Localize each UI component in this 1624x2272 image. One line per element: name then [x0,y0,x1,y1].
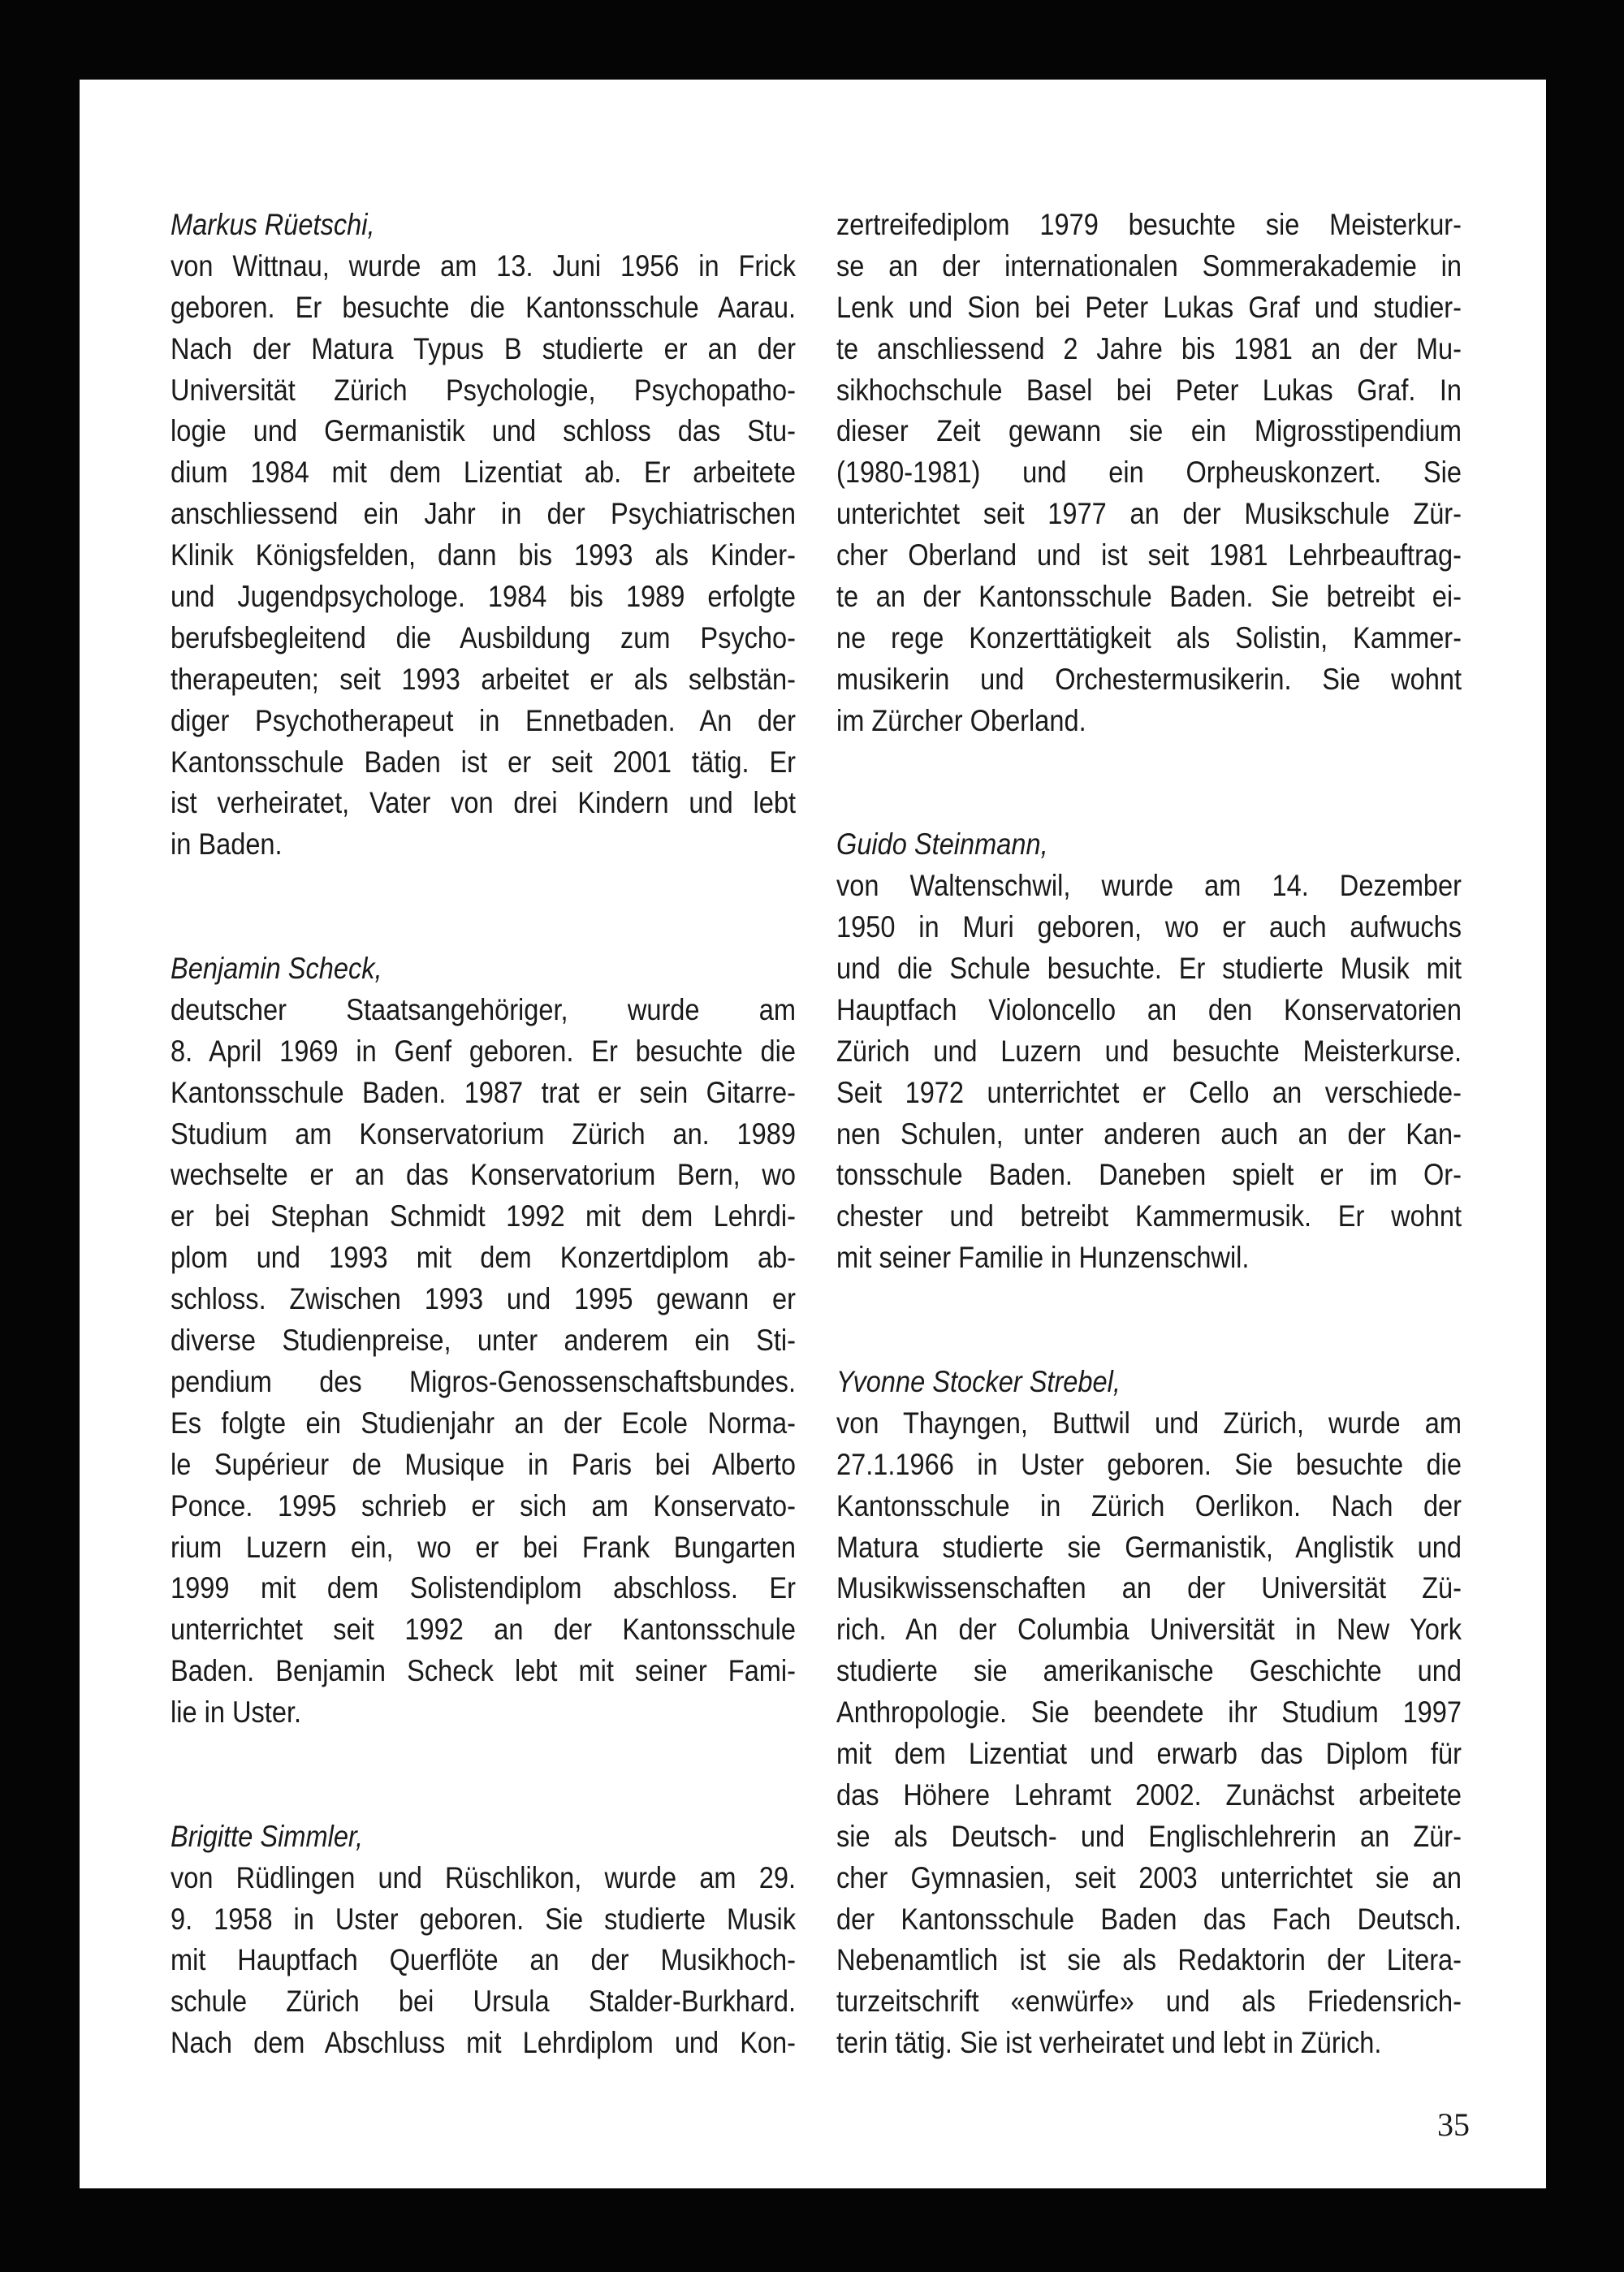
bio-text-line [836,411,1462,452]
bio-text-line [836,1899,1462,1941]
bio-text-line [836,329,1462,370]
line-text: Studium am Konservatorium Zürich an. 1989 [171,1117,796,1151]
bio-text-line [171,1155,796,1196]
line-text: Nebenamtlich ist sie als Redaktorin der Litera- [836,1943,1462,1977]
line-text: von Waltenschwil, wurde am 14. Dezember [836,869,1462,903]
line-text: Musikwissenschaften an der Universität Zü- [836,1571,1462,1605]
bio-text-line [836,452,1462,494]
line-text: geboren. Er besuchte die Kantonsschule Aarau. [171,290,796,324]
line-text: tonsschule Baden. Daneben spielt er im Or- [836,1158,1462,1192]
bio-text-line [836,990,1462,1031]
line-text: Klinik Königsfelden, dann bis 1993 als Kinder- [171,538,796,572]
line-text: Nach dem Abschluss mit Lehrdiplom und Kon- [171,2026,796,2060]
line-text: Seit 1972 unterrichtet er Cello an verschiede- [836,1075,1462,1109]
bio-text-line [171,411,796,452]
line-text: 9. 1958 in Uster geboren. Sie studierte Musik [171,1902,796,1936]
blank-line [171,1734,796,1775]
bio-text-line [836,1651,1462,1692]
line-text: lie in Uster. [171,1695,302,1730]
bio-text-line [171,370,796,412]
bio-text-line [171,1981,796,2023]
line-text: Baden. Benjamin Scheck lebt mit seiner Fami- [171,1654,796,1688]
bio-text-line [836,1940,1462,1981]
line-text: pendium des Migros-Genossenschaftsbundes. [171,1364,796,1398]
bio-text-line [171,246,796,287]
bio-text-line [836,1734,1462,1775]
line-text: studierte sie amerikanische Geschichte und [836,1654,1462,1688]
bio-text-line [836,948,1462,990]
bio-text-line [836,1775,1462,1816]
line-text: logie und Germanistik und schloss das Stu- [171,414,796,448]
bio-text-line [171,1445,796,1486]
bio-text-line [836,2023,1462,2064]
bio-text-line [171,742,796,784]
line-text: ne rege Konzerttätigkeit als Solistin, Kammer- [836,620,1462,654]
bio-name-heading [171,948,796,990]
bio-text-line [171,1073,796,1114]
line-text: Brigitte Simmler, [171,1819,364,1853]
line-text: mit dem Lizentiat und erwarb das Diplom für [836,1736,1462,1770]
line-text: sie als Deutsch- und Englischlehrerin an Zür- [836,1819,1462,1853]
bio-text-line [171,1114,796,1155]
line-text: schule Zürich bei Ursula Stalder-Burkhard. [171,1985,796,2019]
bio-text-line [171,329,796,370]
line-text: Lenk und Sion bei Peter Lukas Graf und studier- [836,290,1462,324]
line-text: sikhochschule Basel bei Peter Lukas Graf. In [836,373,1462,407]
bio-text-line [171,577,796,618]
blank-line [171,866,796,907]
bio-text-line [836,1609,1462,1651]
line-text: musikerin und Orchestermusikerin. Sie wohnt [836,662,1462,696]
line-text: Es folgte ein Studienjahr an der Ecole Norma- [171,1406,796,1440]
line-text: mit seiner Familie in Hunzenschwil. [836,1241,1250,1275]
line-text: Markus Rüetschi, [171,208,375,241]
bio-text-line [171,1362,796,1403]
bio-text-line [171,1238,796,1279]
bio-text-line [836,1238,1462,1279]
bio-text-line [836,618,1462,659]
line-text: von Wittnau, wurde am 13. Juni 1956 in Frick [171,248,796,283]
line-text: ist verheiratet, Vater von drei Kindern und lebt [171,786,796,820]
blank-line [171,1775,796,1816]
text-column-right [836,205,1462,2064]
line-text: Kantonsschule Baden ist er seit 2001 tätig. Er [171,745,796,779]
bio-name-heading [836,1362,1462,1403]
bio-text-line [836,1403,1462,1445]
line-text: 1999 mit dem Solistendiplom abschloss. Er [171,1571,796,1605]
line-text: deutscher Staatsangehöriger, wurde am [171,992,796,1026]
bio-text-line [836,1568,1462,1609]
bio-text-line [171,1527,796,1569]
line-text: Yvonne Stocker Strebel, [836,1364,1121,1398]
bio-text-line [836,1073,1462,1114]
line-text: Kantonsschule in Zürich Oerlikon. Nach der [836,1488,1462,1523]
line-text: schloss. Zwischen 1993 und 1995 gewann er [171,1282,796,1316]
line-text: von Rüdlingen und Rüschlikon, wurde am 29. [171,1860,796,1894]
bio-text-line [836,1445,1462,1486]
bio-text-line [171,1196,796,1238]
line-text: Hauptfach Violoncello an den Konservatorien [836,992,1462,1026]
bio-text-line [171,1486,796,1527]
bio-text-line [836,907,1462,948]
bio-text-line [836,246,1462,287]
bio-text-line [171,1609,796,1651]
bio-text-line [171,1568,796,1609]
line-text: Benjamin Scheck, [171,952,382,986]
line-text: dieser Zeit gewann sie ein Migrosstipendium [836,414,1462,448]
bio-text-line [836,659,1462,701]
line-text: berufsbegleitend die Ausbildung zum Psycho- [171,620,796,654]
bio-text-line [836,1527,1462,1569]
bio-text-line [836,1155,1462,1196]
line-text: 27.1.1966 in Uster geboren. Sie besuchte die [836,1447,1462,1481]
bio-text-line [836,535,1462,577]
text-column-left [171,205,796,2064]
bio-text-line [836,1692,1462,1734]
bio-text-line [171,535,796,577]
bio-text-line [836,287,1462,329]
bio-text-line [171,1692,796,1734]
line-text: cher Oberland und ist seit 1981 Lehrbeauftrag- [836,538,1462,572]
bio-text-line [836,1486,1462,1527]
line-text: in Baden. [171,827,283,862]
line-text: 8. April 1969 in Genf geboren. Er besuchte die [171,1034,796,1068]
line-text: Kantonsschule Baden. 1987 trat er sein Gitarre- [171,1075,796,1109]
bio-text-line [171,1899,796,1941]
bio-text-line [171,287,796,329]
line-text: er bei Stephan Schmidt 1992 mit dem Lehrdi- [171,1199,796,1233]
line-text: se an der internationalen Sommerakademie in [836,248,1462,283]
bio-text-line [171,1403,796,1445]
bio-text-line [836,1196,1462,1238]
bio-text-line [171,1031,796,1073]
line-text: le Supérieur de Musique in Paris bei Alberto [171,1447,796,1481]
line-text: von Thayngen, Buttwil und Zürich, wurde am [836,1406,1462,1440]
bio-text-line [171,990,796,1031]
line-text: chester und betreibt Kammermusik. Er wohnt [836,1199,1462,1233]
bio-text-line [171,783,796,824]
line-text: Ponce. 1995 schrieb er sich am Konservato- [171,1488,796,1523]
line-text: unterrichtet seit 1992 an der Kantonsschule [171,1613,796,1647]
bio-text-line [171,659,796,701]
line-text: Guido Steinmann, [836,827,1048,862]
bio-text-line [836,370,1462,412]
bio-name-heading [171,1816,796,1858]
line-text: rich. An der Columbia Universität in New York [836,1613,1462,1647]
line-text: im Zürcher Oberland. [836,703,1086,737]
line-text: und Jugendpsychologe. 1984 bis 1989 erfolgte [171,580,796,614]
line-text: te an der Kantonsschule Baden. Sie betreibt ei- [836,580,1462,614]
line-text: te anschliessend 2 Jahre bis 1981 an der Mu- [836,331,1462,365]
bio-text-line [171,824,796,866]
blank-line [836,1320,1462,1362]
bio-text-line [836,205,1462,246]
bio-text-line [171,452,796,494]
blank-line [836,1279,1462,1320]
line-text: zertreifediplom 1979 besuchte sie Meisterkur- [836,208,1462,241]
line-text: therapeuten; seit 1993 arbeitet er als selbstän- [171,662,796,696]
bio-text-line [171,701,796,742]
line-text: 1950 in Muri geboren, wo er auch aufwuchs [836,910,1462,944]
line-text: Matura studierte sie Germanistik, Anglistik und [836,1530,1462,1564]
line-text: Zürich und Luzern und besuchte Meisterkurse. [836,1034,1462,1068]
line-text: Anthropologie. Sie beendete ihr Studium 1997 [836,1695,1462,1730]
line-text: plom und 1993 mit dem Konzertdiplom ab- [171,1241,796,1275]
bio-text-line [171,618,796,659]
blank-line [836,783,1462,824]
line-text: mit Hauptfach Querflöte an der Musikhoch- [171,1943,796,1977]
line-text: terin tätig. Sie ist verheiratet und lebt in Zürich. [836,2026,1382,2060]
bio-text-line [171,1279,796,1320]
line-text: das Höhere Lehramt 2002. Zunächst arbeitete [836,1777,1462,1812]
bio-text-line [171,1320,796,1362]
bio-text-line [171,2023,796,2064]
line-text: cher Gymnasien, seit 2003 unterrichtet sie an [836,1860,1462,1894]
page-number: 35 [1437,2106,1470,2143]
document-page [80,80,1546,2188]
bio-text-line [836,577,1462,618]
line-text: anschliessend ein Jahr in der Psychiatrischen [171,497,796,531]
line-text: diverse Studienpreise, unter anderem ein Sti- [171,1324,796,1358]
bio-text-line [836,1114,1462,1155]
line-text: und die Schule besuchte. Er studierte Musik mit [836,952,1462,986]
bio-name-heading [171,205,796,246]
bio-text-line [836,1981,1462,2023]
bio-text-line [171,1940,796,1981]
line-text: dium 1984 mit dem Lizentiat ab. Er arbeitete [171,456,796,490]
bio-text-line [836,1031,1462,1073]
bio-name-heading [836,824,1462,866]
bio-text-line [836,1816,1462,1858]
line-text: Nach der Matura Typus B studierte er an der [171,331,796,365]
bio-text-line [836,494,1462,535]
line-text: turzeitschrift «enwürfe» und als Friedensrich- [836,1985,1462,2019]
line-text: Universität Zürich Psychologie, Psychopatho- [171,373,796,407]
line-text: rium Luzern ein, wo er bei Frank Bungarten [171,1530,796,1564]
bio-text-line [171,1651,796,1692]
bio-text-line [171,494,796,535]
bio-text-line [836,1858,1462,1899]
line-text: unterichtet seit 1977 an der Musikschule Zür- [836,497,1462,531]
line-text: wechselte er an das Konservatorium Bern, wo [171,1158,796,1192]
line-text: diger Psychotherapeut in Ennetbaden. An der [171,703,796,737]
bio-text-line [171,1858,796,1899]
bio-text-line [836,701,1462,742]
line-text: der Kantonsschule Baden das Fach Deutsch. [836,1902,1462,1936]
line-text: nen Schulen, unter anderen auch an der Kan- [836,1117,1462,1151]
blank-line [836,742,1462,784]
blank-line [171,907,796,948]
line-text: (1980-1981) und ein Orpheuskonzert. Sie [836,456,1462,490]
bio-text-line [836,866,1462,907]
